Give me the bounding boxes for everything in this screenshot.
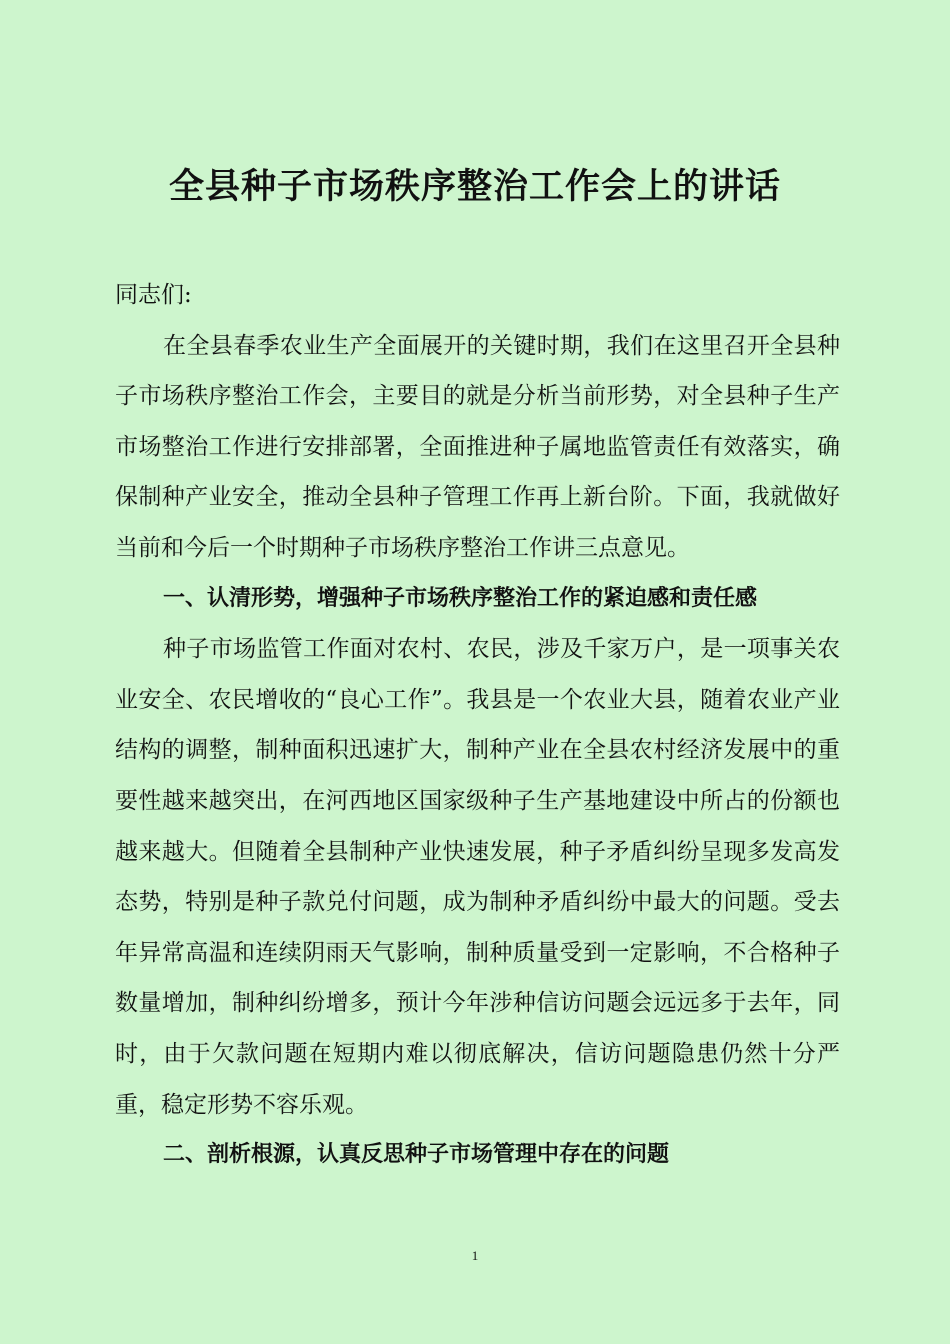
section-1-paragraph: 种子市场监管工作面对农村、农民，涉及千家万户，是一项事关农业安全、农民增收的“良心工作”。我县是一个农业大县，随着农业产业结构的调整，制种面积迅速扩大，制种产业在全县农村经济发展中的重要性越来越突出，在河西地区国家级种子生产基地建设中所占的份额也越来越大。但随着全县制种产业快速发展，种子矛盾纠纷呈现多发高发态势，特别是种子款兑付问题，成为制种矛盾纠纷中最大的问题。受去年异常高温和连续阴雨天气影响，制种质量受到一定影响，不合格种子数量增加，制种纠纷增多，预计今年涉种信访问题会远远多于去年，同时，由于欠款问题在短期内难以彻底解决，信访问题隐患仍然十分严重，稳定形势不容乐观。 (115, 636, 840, 1118)
document-body (115, 270, 840, 1181)
section-heading-2: 二、剖析根源，认真反思种子市场管理中存在的问题 (163, 1142, 670, 1168)
page-number: 1 (471, 1248, 479, 1263)
intro-paragraph: 在全县春季农业生产全面展开的关键时期，我们在这里召开全县种子市场秩序整治工作会，主要目的就是分析当前形势，对全县种子生产市场整治工作进行安排部署，全面推进种子属地监管责任有效落实，确保制种产业安全，推动全县种子管理工作再上新台阶。下面，我就做好当前和今后一个时期种子市场秩序整治工作讲三点意见。 (115, 332, 840, 561)
document-title: 全县种子市场秩序整治工作会上的讲话 (168, 166, 781, 207)
section-heading-1: 一、认清形势，增强种子市场秩序整治工作的紧迫感和责任感 (163, 585, 758, 611)
salutation: 同志们: (115, 282, 192, 308)
